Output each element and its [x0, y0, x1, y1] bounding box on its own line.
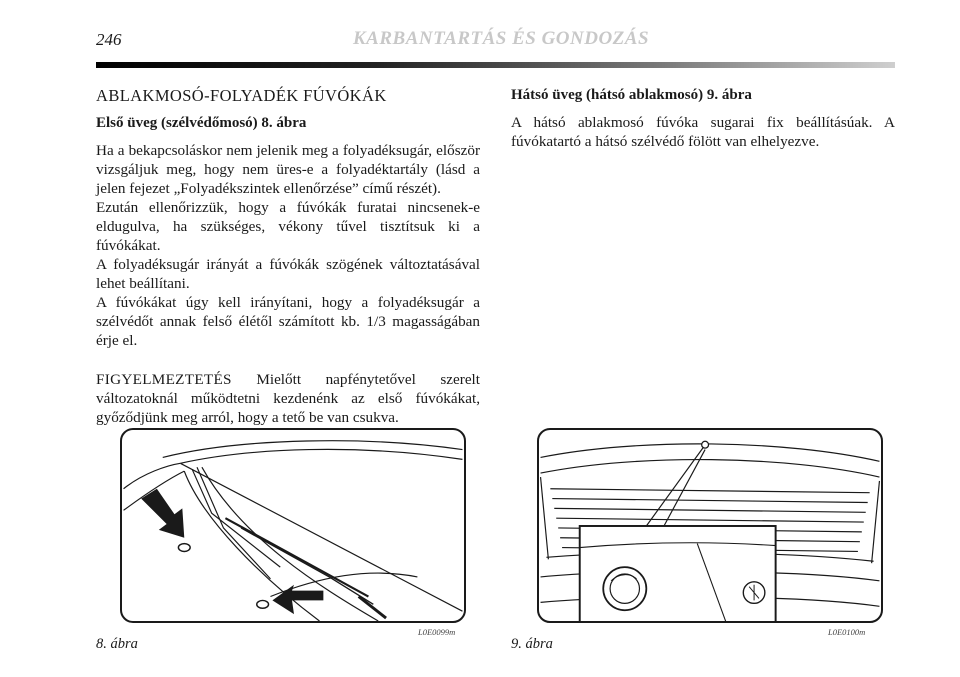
nozzle-icon — [178, 544, 190, 552]
paragraph: Ha a bekapcsoláskor nem jelenik meg a folyadéksugár, először vizsgáljuk meg, hogy nem üres-e a folyadéktartály (lásd a jelen fejezet „Folyadékszintek ellenőrzése” című részét). — [96, 142, 480, 197]
left-column — [96, 86, 480, 427]
nozzle-icon — [702, 441, 709, 448]
figure-8-caption: 8. ábra — [96, 636, 138, 652]
figure-8 — [120, 428, 466, 623]
front-washer-nozzles-illustration — [122, 430, 464, 621]
warning-label: FIGYELMEZTETÉS — [96, 371, 232, 388]
figure-9 — [537, 428, 883, 623]
warning-paragraph — [96, 370, 480, 427]
warning-text: Mielőtt napfénytetővel szerelt változatoknál működtetni kezdenénk az első fúvókákat, győződjünk meg arról, hogy a tető be van csukva. — [96, 371, 480, 426]
figure-8-code: L0E0099m — [418, 627, 456, 637]
running-title: KARBANTARTÁS ÉS GONDOZÁS — [353, 28, 650, 49]
section-title: ABLAKMOSÓ-FOLYADÉK FÚVÓKÁK — [96, 86, 387, 105]
rear-washer-nozzle-illustration — [539, 430, 881, 621]
right-column — [511, 86, 895, 151]
header-rule — [96, 62, 895, 68]
figure-9-caption: 9. ábra — [511, 636, 553, 652]
paragraph: A hátsó ablakmosó fúvóka sugarai fix beállításúak. A fúvókatartó a hátsó szélvédő fölött van elhelyezve. — [511, 114, 895, 150]
paragraph: A fúvókákat úgy kell irányítani, hogy a folyadéksugár a szélvédőt annak felső élétől számított kb. 1/3 magasságában érje el. — [96, 294, 480, 349]
paragraph: Ezután ellenőrizzük, hogy a fúvókák furatai nincsenek-e eldugulva, ha szükséges, vékony tűvel tisztítsuk ki a fúvókákat. — [96, 199, 480, 254]
arrow-icon — [141, 489, 184, 538]
nozzle-icon — [257, 600, 269, 608]
paragraph: A folyadéksugár irányát a fúvókák szögének változtatásával lehet beállítani. — [96, 256, 480, 292]
page-number: 246 — [96, 30, 122, 49]
rear-subheading: Hátsó üveg (hátsó ablakmosó) 9. ábra — [511, 87, 752, 103]
figure-9-code: L0E0100m — [828, 627, 866, 637]
front-subheading: Első üveg (szélvédőmosó) 8. ábra — [96, 115, 307, 131]
